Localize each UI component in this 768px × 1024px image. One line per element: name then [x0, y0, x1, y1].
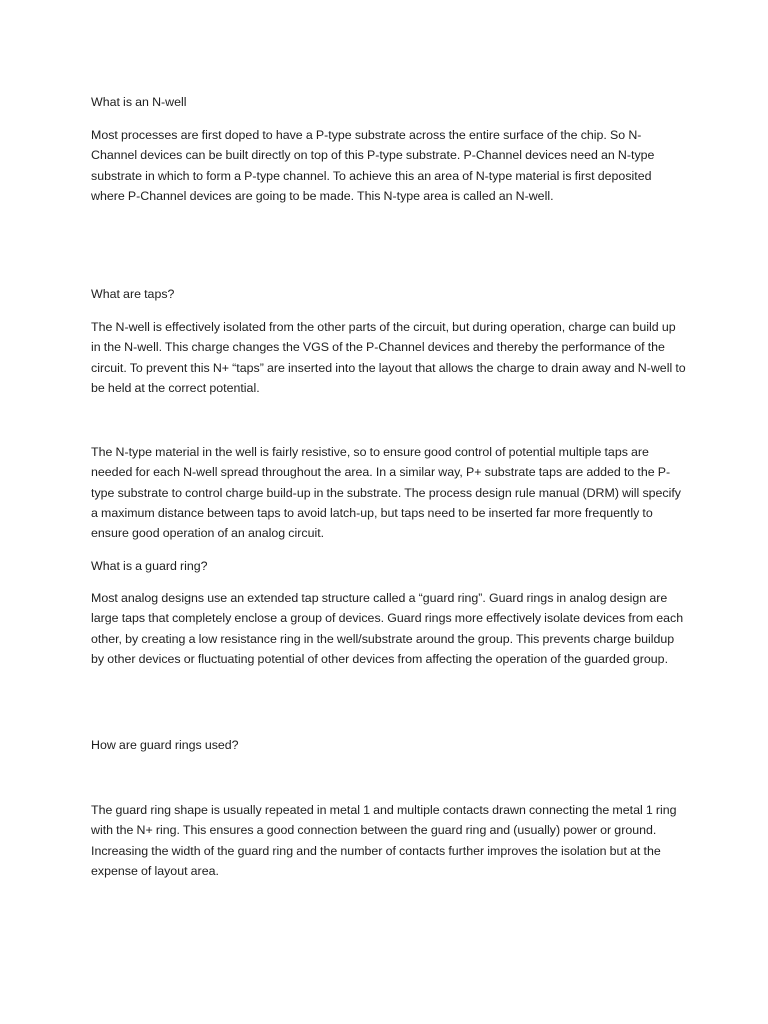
paragraph-guard-ring-use: The guard ring shape is usually repeated in metal 1 and multiple contacts drawn connecting the metal 1 ring with the N+ ring. This ensures a good connection between the guard ring and (usually) power or ground. Increasing the width of the guard ring and the number of contacts further improves the isolation but at the expense of layout area. — [91, 803, 677, 878]
heading-what-is-nwell: What is an N-well — [91, 95, 187, 109]
heading-how-guard-rings-used: How are guard rings used? — [91, 738, 239, 752]
paragraph-taps-1: The N-well is effectively isolated from the other parts of the circuit, but during operation, charge can build up in the N-well. This charge changes the VGS of the P-Channel devices and thereby the performance of the circuit. To prevent this N+ “taps” are inserted into the layout that allows the charge to drain away and N-well to be held at the correct potential. — [91, 320, 686, 395]
paragraph-taps-2: The N-type material in the well is fairly resistive, so to ensure good control of potential multiple taps are needed for each N-well spread throughout the area. In a similar way, P+ substrate taps are added to the P-type substrate to control charge build-up in the substrate. The process design rule manual (DRM) will specify a maximum distance between taps to avoid latch-up, but taps need to be inserted far more frequently to ensure good operation of an analog circuit. — [91, 445, 682, 541]
paragraph-nwell: Most processes are first doped to have a P-type substrate across the entire surface of the chip. So N-Channel devices can be built directly on top of this P-type substrate. P-Channel devices need an N-type substrate in which to form a P-type channel. To achieve this an area of N-type material is first deposited where P-Channel devices are going to be made. This N-type area is called an N-well. — [91, 128, 655, 203]
heading-what-is-guard-ring: What is a guard ring? — [91, 559, 208, 573]
heading-what-are-taps: What are taps? — [91, 287, 175, 301]
paragraph-guard-ring: Most analog designs use an extended tap structure called a “guard ring”. Guard rings in analog design are large taps that completely enclose a group of devices. Guard rings more effectively isolate devices from each other, by creating a low resistance ring in the well/substrate around the group. This prevents charge buildup by other devices or fluctuating potential of other devices from affecting the operation of the guarded group. — [91, 591, 684, 666]
